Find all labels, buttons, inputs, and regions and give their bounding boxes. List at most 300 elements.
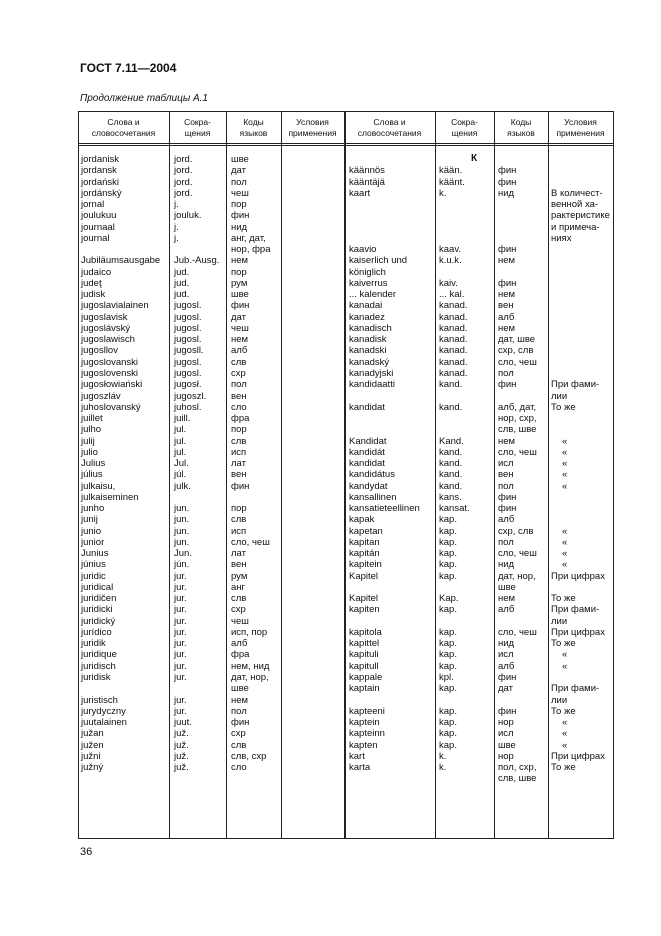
language-code-cell: слв — [231, 435, 247, 447]
col-header-codes: Коды языков — [239, 117, 268, 138]
language-code-cell: фин — [498, 672, 517, 683]
language-code-cell: сло, чеш — [498, 356, 537, 368]
word-cell: junho — [81, 503, 105, 515]
col-header-abbr: Сокра- щения — [451, 117, 478, 138]
abbreviation-cell: jul. — [174, 424, 187, 436]
language-code-cell: фин — [498, 379, 517, 391]
abbreviation-cell: kap. — [439, 638, 457, 650]
table-bottom-rule — [78, 838, 614, 839]
language-code-cell: алб — [498, 311, 515, 323]
page-number: 36 — [80, 846, 93, 858]
col-header-codes: Коды языков — [507, 117, 535, 138]
language-code-cell: пол — [498, 367, 514, 379]
word-cell: julkaiseminen — [81, 491, 139, 503]
language-code-cell: шве — [498, 581, 516, 593]
word-cell: jugoslávský — [81, 322, 131, 334]
word-cell: Kapitel — [349, 593, 379, 605]
abbreviation-cell: kpl. — [439, 672, 454, 683]
word-cell: journaal — [81, 221, 115, 233]
language-code-cell: слв, схр — [231, 750, 267, 762]
abbreviation-cell: ... kal. — [439, 289, 465, 301]
language-code-cell: схр — [231, 728, 246, 740]
language-code-cell: фин — [231, 717, 250, 728]
section-letter: К — [471, 153, 478, 164]
col-header-conditions: Условия применения — [556, 117, 605, 138]
word-cell: juristisch — [81, 694, 118, 706]
abbreviation-cell: kand. — [439, 458, 463, 469]
word-cell: juhoslovanský — [81, 401, 141, 413]
condition-cell: При фами- — [551, 683, 600, 695]
word-cell: kansatieteellinen — [349, 503, 420, 515]
language-code-cell: лат — [231, 548, 246, 560]
language-code-cell: нем — [498, 322, 516, 334]
abbreviation-cell: jur. — [174, 604, 187, 616]
word-cell: kaiverrus — [349, 277, 388, 289]
word-cell: kapten — [349, 739, 378, 751]
language-code-cell: фин — [498, 705, 517, 717]
word-cell: jordanisk — [81, 154, 120, 165]
language-code-cell: схр — [231, 604, 246, 616]
language-code-cell: нем — [498, 255, 516, 267]
language-code-cell: пол — [498, 480, 514, 492]
abbreviation-cell: jord. — [174, 154, 193, 165]
abbreviation-cell: jul. — [174, 446, 187, 458]
language-code-cell: сло, чеш — [498, 446, 537, 458]
word-cell: kanadský — [349, 356, 390, 368]
word-cell: kapitán — [349, 548, 380, 560]
language-code-cell: пор — [231, 503, 247, 515]
abbreviation-cell: jugosł. — [174, 379, 202, 391]
word-cell: julio — [81, 446, 98, 458]
word-cell: kappale — [349, 672, 383, 683]
word-cell: július — [81, 469, 103, 481]
abbreviation-cell: jun. — [174, 503, 190, 515]
abbreviation-cell: kap. — [439, 683, 457, 695]
word-cell: Jubiläumsausgabe — [81, 255, 161, 267]
language-code-cell: дат — [231, 311, 246, 323]
word-cell: kandidat — [349, 401, 385, 413]
condition-cell: « — [562, 728, 568, 740]
abbreviation-cell: jun. — [174, 536, 190, 548]
word-cell: jurydyczny — [81, 705, 126, 717]
abbreviation-cell: kansat. — [439, 503, 470, 515]
language-code-cell: нид — [498, 559, 515, 571]
abbreviation-cell: jugosll. — [174, 345, 204, 357]
language-code-cell: чеш — [231, 187, 249, 199]
word-cell: juridik — [81, 638, 106, 650]
abbreviation-cell: jugosl. — [174, 356, 202, 368]
abbreviation-cell: juhosl. — [174, 401, 202, 413]
language-code-cell: шве — [498, 739, 516, 751]
abbreviation-cell: kand. — [439, 480, 463, 492]
abbreviation-cell: juž. — [174, 750, 189, 762]
word-cell: juridique — [81, 649, 117, 661]
word-cell: kaiserlich und — [349, 255, 408, 267]
word-cell: južný — [81, 762, 104, 773]
abbreviation-cell: kand. — [439, 401, 463, 413]
language-code-cell: фра — [231, 413, 250, 424]
condition-cell: « — [562, 649, 568, 661]
condition-cell: То же — [551, 762, 576, 773]
abbreviation-cell: jur. — [174, 570, 187, 582]
language-code-cell: нем — [498, 593, 516, 605]
language-code-cell: фин — [231, 210, 250, 222]
condition-cell: « — [562, 469, 568, 481]
word-cell: Julius — [81, 458, 106, 469]
word-cell: königlich — [349, 266, 386, 278]
word-cell: jugosłowiański — [81, 379, 143, 391]
word-cell: jordański — [81, 176, 120, 188]
language-code-cell: пол — [231, 705, 247, 717]
abbreviation-cell: kap. — [439, 739, 457, 751]
word-cell: kansallinen — [349, 491, 397, 503]
abbreviation-cell: kap. — [439, 525, 457, 537]
word-cell: kapitull — [349, 660, 379, 672]
col-rule — [226, 111, 227, 838]
abbreviation-cell: jord. — [174, 165, 193, 177]
language-code-cell: фин — [498, 491, 517, 503]
word-cell: kapiten — [349, 604, 380, 616]
abbreviation-cell: Kap. — [439, 593, 459, 605]
abbreviation-cell: jur. — [174, 626, 187, 638]
condition-cell: « — [562, 548, 568, 560]
word-cell: juridic — [81, 570, 106, 582]
language-code-cell: сло, чеш — [231, 536, 270, 548]
col-rule — [494, 111, 495, 838]
condition-cell: « — [562, 536, 568, 548]
abbreviation-cell: kap. — [439, 548, 457, 560]
word-cell: juridisk — [81, 672, 111, 683]
abbreviation-cell: jur. — [174, 649, 187, 661]
abbreviation-cell: kanad. — [439, 311, 468, 323]
language-code-cell: фин — [498, 176, 517, 188]
word-cell: kandidat — [349, 458, 385, 469]
language-code-cell: нор, схр, — [498, 413, 537, 424]
word-cell: kandidátus — [349, 469, 395, 481]
condition-cell: В количест- — [551, 187, 603, 199]
abbreviation-cell: j. — [174, 232, 179, 244]
word-cell: jordánský — [81, 187, 122, 199]
abbreviation-cell: kap. — [439, 649, 457, 661]
word-cell: julkaisu, — [81, 480, 116, 492]
word-cell: juutalainen — [81, 717, 127, 728]
abbreviation-cell: kap. — [439, 570, 457, 582]
condition-cell: При цифрах — [551, 570, 605, 582]
word-cell: junior — [81, 536, 105, 548]
language-code-cell: нор — [498, 750, 514, 762]
condition-cell: « — [562, 660, 568, 672]
condition-cell: « — [562, 480, 568, 492]
col-header-conditions: Условия применения — [288, 117, 337, 138]
abbreviation-cell: juut. — [174, 717, 192, 728]
word-cell: juridicki — [81, 604, 113, 616]
condition-cell: рактеристике — [551, 210, 610, 222]
word-cell: kandidaatti — [349, 379, 395, 391]
condition-cell: При цифрах — [551, 750, 605, 762]
word-cell: kanadyjski — [349, 367, 394, 379]
condition-cell: лии — [551, 390, 568, 402]
word-cell: jugoslovenski — [81, 367, 139, 379]
language-code-cell: дат, нор, — [231, 672, 269, 683]
abbreviation-cell: jugosl. — [174, 322, 202, 334]
language-code-cell: слв — [231, 739, 247, 751]
word-cell: kapituli — [349, 649, 379, 661]
language-code-cell: исл — [498, 649, 514, 661]
language-code-cell: исп — [231, 525, 247, 537]
language-code-cell: пол — [231, 176, 247, 188]
language-code-cell: нем, нид — [231, 660, 270, 672]
language-code-cell: нор, фра — [231, 244, 271, 256]
word-cell: ... kalender — [349, 289, 396, 301]
word-cell: jugoslavialainen — [81, 300, 149, 312]
condition-cell: « — [562, 458, 568, 469]
language-code-cell: алб — [498, 514, 515, 526]
language-code-cell: шве — [231, 289, 249, 301]
abbreviation-cell: kans. — [439, 491, 462, 503]
abbreviation-cell: Jul. — [174, 458, 189, 469]
word-cell: junij — [81, 514, 98, 526]
abbreviation-cell: juill. — [174, 413, 191, 424]
language-code-cell: дат, нор, — [498, 570, 536, 582]
word-cell: kanadez — [349, 311, 385, 323]
word-cell: jugoslawisch — [81, 334, 135, 346]
word-cell: južen — [81, 739, 104, 751]
language-code-cell: пол — [498, 536, 514, 548]
word-cell: journal — [81, 232, 110, 244]
language-code-cell: исл — [498, 458, 514, 469]
abbreviation-cell: jugoszl. — [174, 390, 207, 402]
abbreviation-cell: k. — [439, 187, 447, 199]
abbreviation-cell: jugosl. — [174, 300, 202, 312]
language-code-cell: лат — [231, 458, 246, 469]
abbreviation-cell: kap. — [439, 626, 457, 638]
language-code-cell: алб — [498, 660, 515, 672]
language-code-cell: шве — [231, 154, 249, 165]
language-code-cell: пол, схр, — [498, 762, 537, 773]
word-cell: kandydat — [349, 480, 388, 492]
abbreviation-cell: kanad. — [439, 345, 468, 357]
word-cell: juridisch — [81, 660, 116, 672]
standard-designation: ГОСТ 7.11—2004 — [80, 61, 177, 75]
language-code-cell: анг, дат, — [231, 232, 266, 244]
word-cell: joulukuu — [81, 210, 117, 222]
language-code-cell: слв, шве — [498, 773, 537, 785]
language-code-cell: пор — [231, 199, 247, 210]
col-rule — [281, 111, 282, 838]
abbreviation-cell: jud. — [174, 277, 190, 289]
condition-cell: и примеча- — [551, 221, 600, 233]
word-cell: juridický — [81, 615, 116, 627]
abbreviation-cell: kap. — [439, 717, 457, 728]
word-cell: kanadai — [349, 300, 383, 312]
language-code-cell: рум — [231, 570, 248, 582]
language-code-cell: нем — [498, 435, 516, 447]
word-cell: kanadski — [349, 345, 387, 357]
word-cell: Kandidat — [349, 435, 387, 447]
word-cell: jugosllov — [81, 345, 118, 357]
language-code-cell: нид — [498, 187, 515, 199]
word-cell: julij — [81, 435, 95, 447]
word-cell: jurídico — [81, 626, 112, 638]
language-code-cell: рум — [231, 277, 248, 289]
language-code-cell: исп, пор — [231, 626, 268, 638]
condition-cell: « — [562, 525, 568, 537]
abbreviation-cell: kanad. — [439, 356, 468, 368]
word-cell: kapetan — [349, 525, 383, 537]
col-rule — [613, 111, 614, 838]
abbreviation-cell: jur. — [174, 581, 187, 593]
language-code-cell: нем — [498, 289, 516, 301]
abbreviation-cell: jun. — [174, 514, 190, 526]
abbreviation-cell: kap. — [439, 536, 457, 548]
col-header-words: Слова и словосочетания — [91, 117, 156, 138]
abbreviation-cell: kand. — [439, 446, 463, 458]
col-rule — [169, 111, 170, 838]
word-cell: juridičen — [81, 593, 117, 605]
abbreviation-cell: k. — [439, 750, 447, 762]
word-cell: jordansk — [81, 165, 117, 177]
abbreviation-cell: juž. — [174, 762, 189, 773]
abbreviation-cell: júl. — [174, 469, 187, 481]
word-cell: kapitein — [349, 559, 382, 571]
word-cell: käännös — [349, 165, 385, 177]
abbreviation-cell: jugosl. — [174, 367, 202, 379]
col-rule — [548, 111, 549, 838]
abbreviation-cell: kanad. — [439, 300, 468, 312]
table-top-rule — [78, 111, 614, 112]
condition-cell: « — [562, 435, 568, 447]
abbreviation-cell: Jun. — [174, 548, 192, 560]
language-code-cell: схр, слв — [498, 525, 534, 537]
word-cell: južni — [81, 750, 101, 762]
header-rule — [78, 143, 614, 146]
abbreviation-cell: kap. — [439, 604, 457, 616]
word-cell: junio — [81, 525, 102, 537]
word-cell: kaavio — [349, 244, 377, 256]
condition-cell: « — [562, 739, 568, 751]
language-code-cell: пор — [231, 266, 247, 278]
language-code-cell: слв — [231, 356, 247, 368]
abbreviation-cell: kap. — [439, 514, 457, 526]
language-code-cell: сло — [231, 762, 247, 773]
abbreviation-cell: jouluk. — [174, 210, 202, 222]
word-cell: kaptein — [349, 717, 380, 728]
word-cell: kanadisk — [349, 334, 387, 346]
abbreviation-cell: kap. — [439, 705, 457, 717]
word-cell: južan — [81, 728, 104, 740]
language-code-cell: нид — [498, 638, 515, 650]
language-code-cell: вен — [498, 300, 514, 312]
abbreviation-cell: jur. — [174, 660, 187, 672]
word-cell: kapitan — [349, 536, 380, 548]
language-code-cell: дат, шве — [498, 334, 536, 346]
condition-cell: То же — [551, 705, 576, 717]
abbreviation-cell: kaiv. — [439, 277, 458, 289]
word-cell: judisk — [81, 289, 106, 301]
language-code-cell: сло, чеш — [498, 548, 537, 560]
word-cell: julho — [81, 424, 102, 436]
word-cell: kapteeni — [349, 705, 385, 717]
condition-cell: То же — [551, 638, 576, 650]
abbreviation-cell: jur. — [174, 694, 187, 706]
abbreviation-cell: Jub.-Ausg. — [174, 255, 220, 267]
language-code-cell: фин — [231, 300, 250, 312]
abbreviation-cell: jún. — [174, 559, 190, 571]
language-code-cell: слв — [231, 593, 247, 605]
word-cell: kääntäjä — [349, 176, 385, 188]
language-code-cell: чеш — [231, 615, 249, 627]
word-cell: kaart — [349, 187, 371, 199]
word-cell: kandidát — [349, 446, 385, 458]
language-code-cell: фин — [498, 244, 517, 256]
abbreviation-cell: jugosl. — [174, 334, 202, 346]
abbreviation-cell: jord. — [174, 176, 193, 188]
condition-cell: лии — [551, 694, 568, 706]
abbreviation-cell: juž. — [174, 728, 189, 740]
language-code-cell: алб — [231, 345, 248, 357]
language-code-cell: нем — [231, 694, 249, 706]
word-cell: kapitola — [349, 626, 382, 638]
word-cell: jugoszláv — [81, 390, 121, 402]
language-code-cell: сло, чеш — [498, 626, 537, 638]
condition-cell: венной ха- — [551, 199, 599, 210]
abbreviation-cell: jud. — [174, 266, 190, 278]
word-cell: juridical — [81, 581, 114, 593]
language-code-cell: шве — [231, 683, 249, 695]
abbreviation-cell: jord. — [174, 187, 193, 199]
col-header-abbr: Сокра- щения — [184, 117, 211, 138]
abbreviation-cell: j. — [174, 199, 179, 210]
condition-cell: « — [562, 446, 568, 458]
word-cell: juillet — [81, 413, 103, 424]
language-code-cell: слв, шве — [498, 424, 537, 436]
word-cell: kanadisch — [349, 322, 392, 334]
language-code-cell: алб — [231, 638, 248, 650]
abbreviation-cell: käänt. — [439, 176, 465, 188]
language-code-cell: фин — [231, 480, 250, 492]
language-code-cell: анг — [231, 581, 245, 593]
condition-cell: « — [562, 559, 568, 571]
word-cell: Kapitel — [349, 570, 379, 582]
language-code-cell: фин — [498, 503, 517, 515]
language-code-cell: исп — [231, 446, 247, 458]
table-caption: Продолжение таблицы А.1 — [80, 93, 208, 104]
condition-cell: То же — [551, 593, 576, 605]
word-cell: kapittel — [349, 638, 380, 650]
abbreviation-cell: jul. — [174, 435, 187, 447]
condition-cell: « — [562, 717, 568, 728]
language-code-cell: слв — [231, 514, 247, 526]
language-code-cell: дат — [498, 683, 513, 695]
language-code-cell: алб — [498, 604, 515, 616]
abbreviation-cell: kap. — [439, 660, 457, 672]
condition-cell: лии — [551, 615, 568, 627]
word-cell: jugoslavisk — [81, 311, 128, 323]
language-code-cell: нем — [231, 255, 249, 267]
abbreviation-cell: kaav. — [439, 244, 462, 256]
word-cell: judaico — [81, 266, 112, 278]
word-cell: kapteinn — [349, 728, 385, 740]
abbreviation-cell: jur. — [174, 593, 187, 605]
language-code-cell: вен — [231, 390, 247, 402]
abbreviation-cell: j. — [174, 221, 179, 233]
language-code-cell: пор — [231, 424, 247, 436]
abbreviation-cell: kanad. — [439, 322, 468, 334]
language-code-cell: дат — [231, 165, 246, 177]
language-code-cell: сло — [231, 401, 247, 413]
language-code-cell: фин — [498, 277, 517, 289]
abbreviation-cell: kap. — [439, 559, 457, 571]
